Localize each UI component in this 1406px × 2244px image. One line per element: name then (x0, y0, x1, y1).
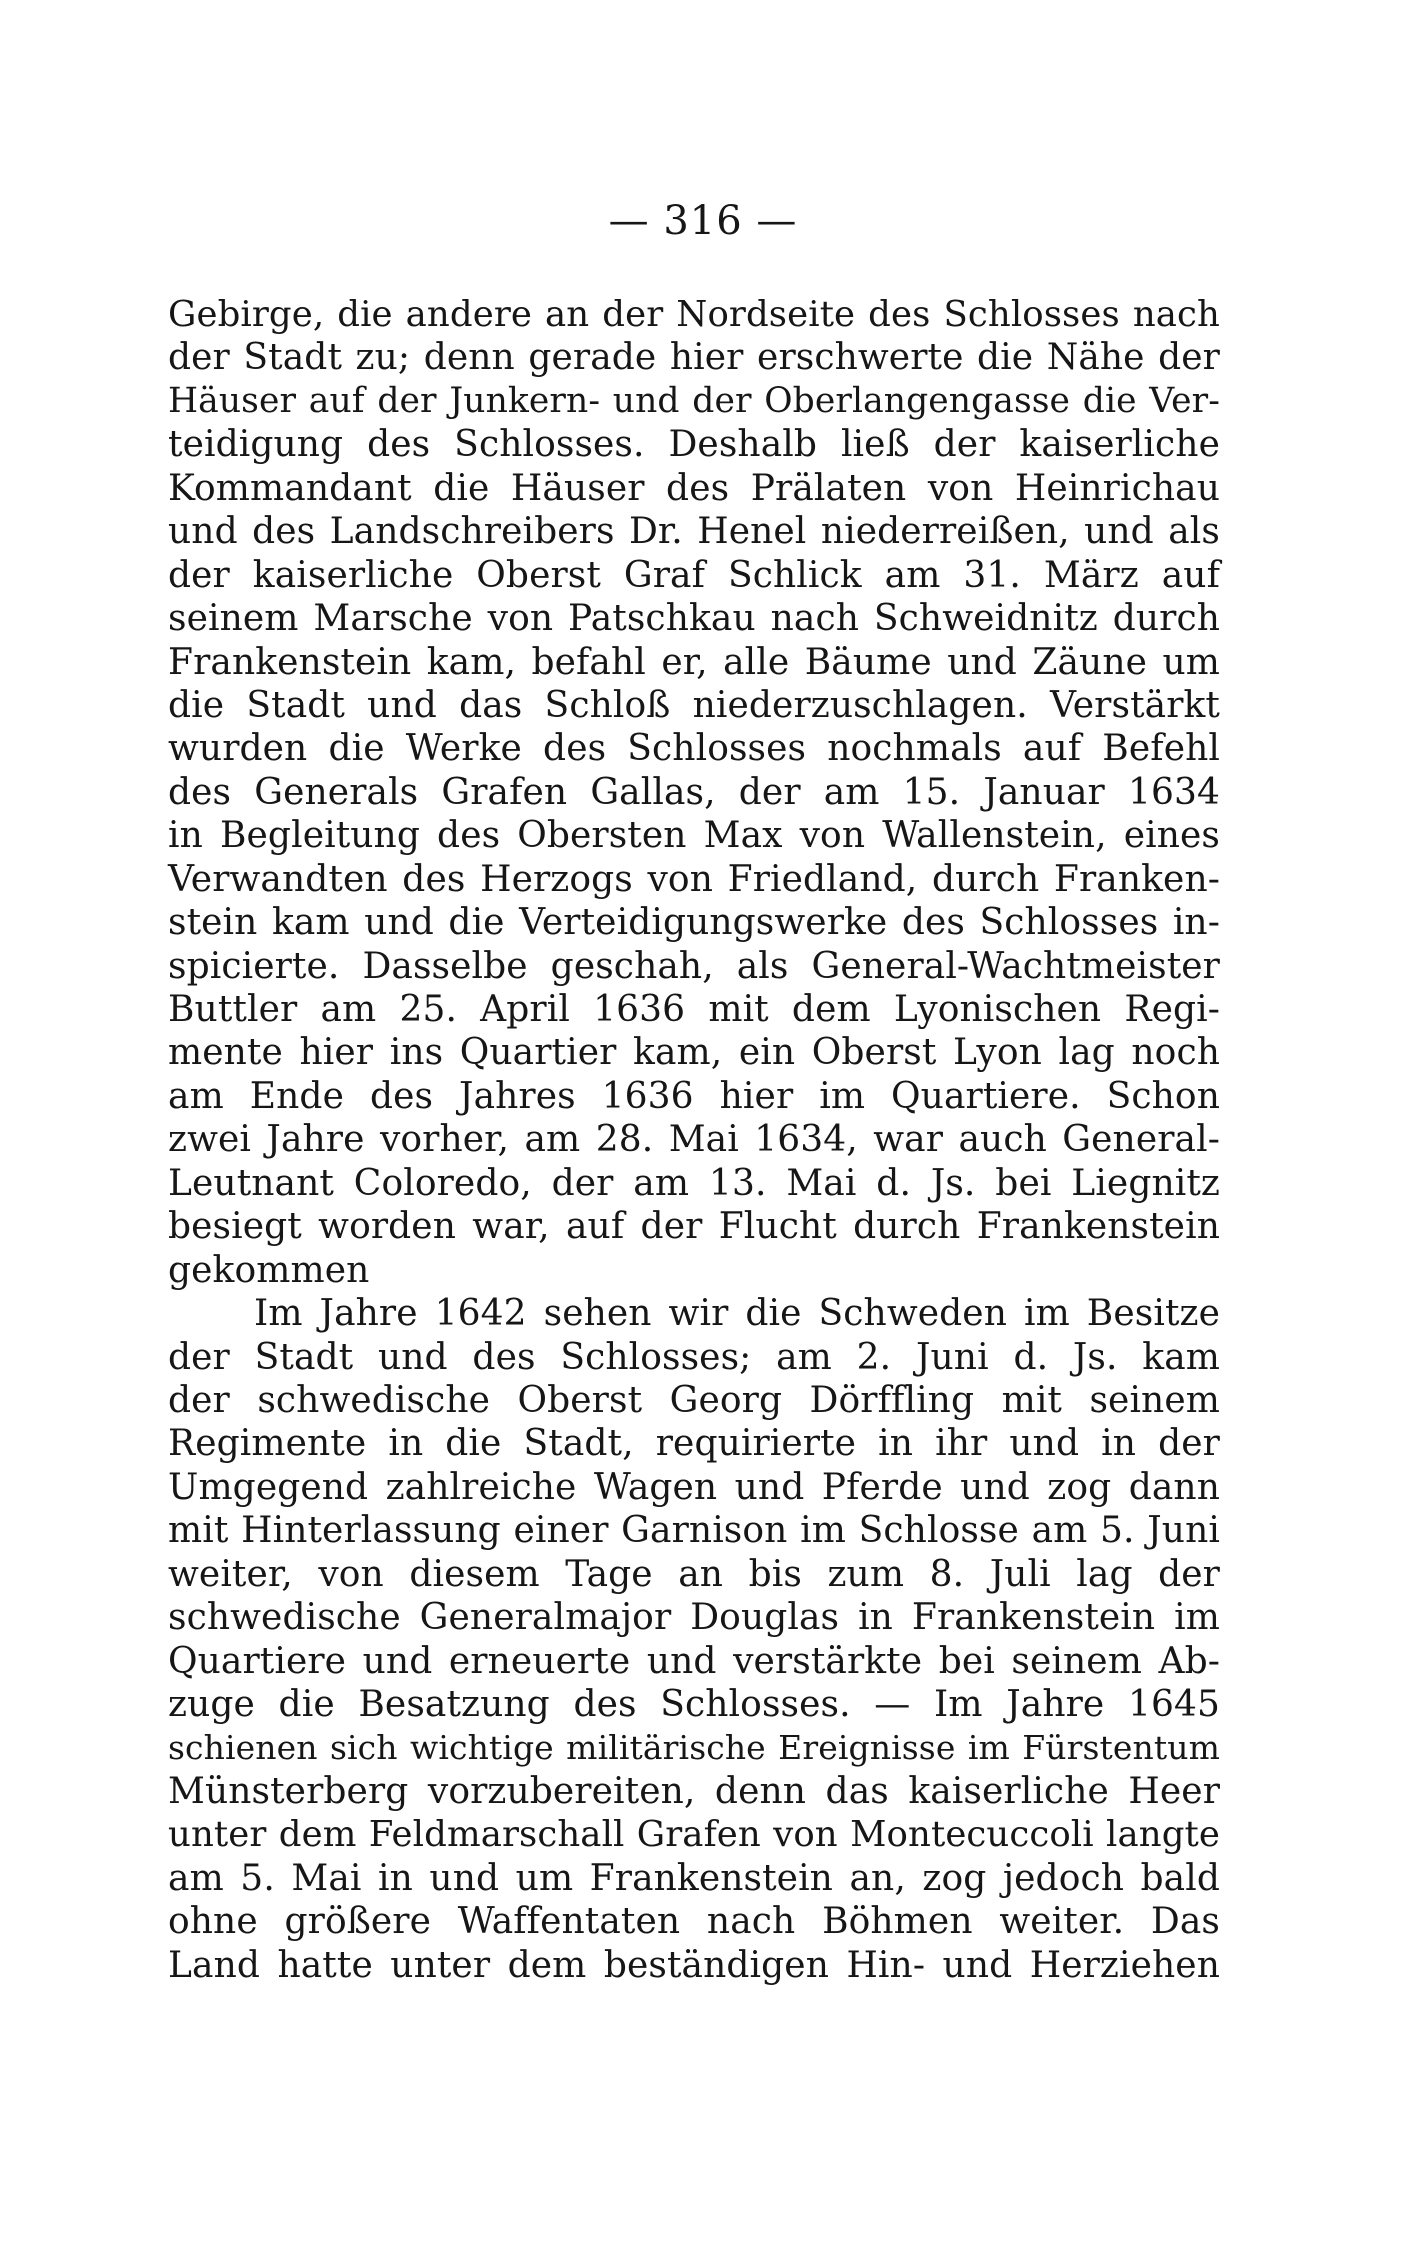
text-line: zuge die Besatzung des Schlosses. — Im Jahre 1645 (168, 1684, 1220, 1725)
body-text (168, 293, 1220, 1987)
text-line: mente hier ins Quartier kam, ein Oberst Lyon lag noch (168, 1032, 1220, 1074)
text-line: Kommandant die Häuser des Prälaten von Heinrichau (168, 467, 1220, 509)
text-line: des Generals Grafen Gallas, der am 15. Januar 1634 (168, 771, 1220, 813)
text-line: Quartiere und erneuerte und verstärkte bei seinem Ab- (168, 1640, 1220, 1682)
text-line: Frankenstein kam, befahl er, alle Bäume und Zäune um (168, 641, 1220, 683)
text-line: Verwandten des Herzogs von Friedland, durch Franken- (168, 858, 1220, 900)
page-number: — 316 — (608, 198, 798, 244)
text-line: Gebirge, die andere an der Nordseite des Schlosses nach (168, 294, 1220, 335)
text-line: teidigung des Schlosses. Deshalb ließ der kaiserliche (168, 424, 1220, 466)
text-line: am 5. Mai in und um Frankenstein an, zog jedoch bald (168, 1857, 1220, 1899)
text-line: Münsterberg vorzubereiten, denn das kaiserliche Heer (168, 1770, 1220, 1812)
text-line: der kaiserliche Oberst Graf Schlick am 31. März auf (168, 554, 1220, 596)
text-line: am Ende des Jahres 1636 hier im Quartiere. Schon (168, 1075, 1220, 1117)
text-line: seinem Marsche von Patschkau nach Schweidnitz durch (168, 598, 1220, 640)
text-line: stein kam und die Verteidigungswerke des Schlosses in- (168, 902, 1220, 944)
text-line: Im Jahre 1642 sehen wir die Schweden im Besitze (254, 1293, 1220, 1335)
text-line: Regimente in die Stadt, requirierte in ihr und in der (168, 1423, 1220, 1465)
text-line: weiter, von diesem Tage an bis zum 8. Juli lag der (168, 1553, 1220, 1595)
text-line: ohne größere Waffentaten nach Böhmen weiter. Das (168, 1901, 1220, 1943)
text-line: Umgegend zahlreiche Wagen und Pferde und zog dann (168, 1466, 1220, 1508)
text-line: unter dem Feldmarschall Grafen von Montecuccoli langte (168, 1814, 1220, 1856)
text-line: der schwedische Oberst Georg Dörffling mit seinem (168, 1379, 1220, 1421)
text-line: in Begleitung des Obersten Max von Wallenstein, eines (168, 815, 1220, 857)
text-line: Häuser auf der Junkern- und der Oberlangengasse die Ver- (168, 380, 1220, 421)
text-line: zwei Jahre vorher, am 28. Mai 1634, war auch General- (168, 1119, 1220, 1161)
text-line: und des Landschreibers Dr. Henel niederreißen, und als (168, 511, 1220, 553)
text-line: der Stadt zu; denn gerade hier erschwerte die Nähe der (168, 337, 1220, 379)
text-line: mit Hinterlassung einer Garnison im Schlosse am 5. Juni (168, 1510, 1220, 1552)
text-line: Land hatte unter dem beständigen Hin- und Herziehen (168, 1944, 1220, 1986)
text-line: die Stadt und das Schloß niederzuschlagen. Verstärkt (168, 684, 1220, 726)
text-line: Leutnant Coloredo, der am 13. Mai d. Js. bei Liegnitz (168, 1162, 1220, 1204)
text-line: der Stadt und des Schlosses; am 2. Juni d. Js. kam (168, 1336, 1220, 1378)
text-line: spicierte. Dasselbe geschah, als General-Wachtmeister (168, 945, 1220, 987)
text-line: gekommen (168, 1249, 370, 1291)
text-line: besiegt worden war, auf der Flucht durch Frankenstein (168, 1206, 1220, 1248)
text-line: wurden die Werke des Schlosses nochmals auf Befehl (168, 728, 1220, 770)
text-line: Buttler am 25. April 1636 mit dem Lyonischen Regi- (168, 989, 1220, 1030)
text-line: schwedische Generalmajor Douglas in Frankenstein im (168, 1597, 1220, 1639)
text-line: schienen sich wichtige militärische Ereignisse im Fürstentum (168, 1728, 1220, 1768)
